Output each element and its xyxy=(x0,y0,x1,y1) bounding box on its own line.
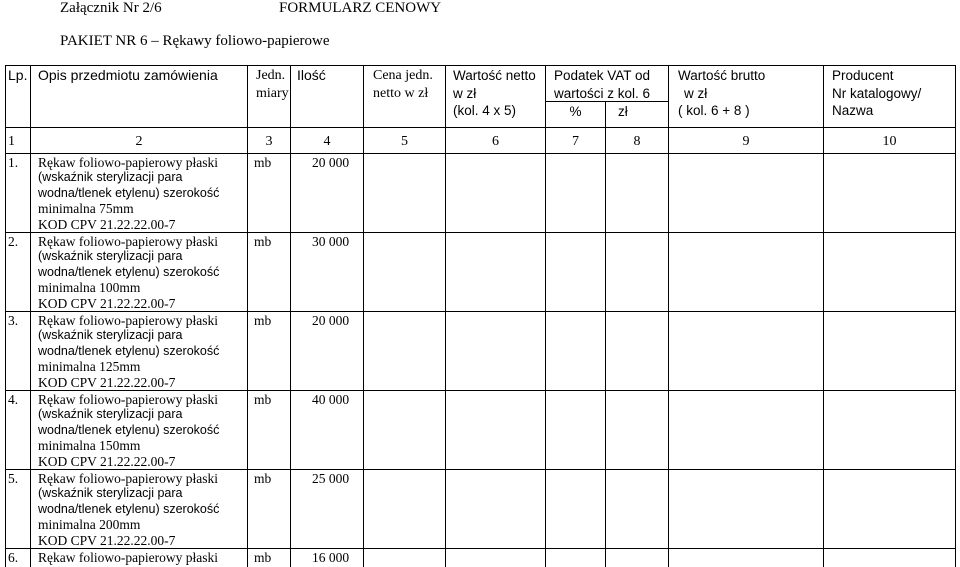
quantity-cell xyxy=(291,154,364,233)
description-line: (wskaźnik sterylizacji para xyxy=(38,170,183,185)
description-line: (wskaźnik sterylizacji para xyxy=(38,328,183,343)
description-line: KOD CPV 21.22.22.00-7 xyxy=(38,374,176,390)
header-net-value-label: w zł xyxy=(453,85,477,101)
description-line: minimalna 100mm xyxy=(38,280,141,296)
row-number-cell xyxy=(6,549,31,567)
column-number: 8 xyxy=(633,134,641,149)
vat-amount-cell xyxy=(606,312,669,391)
header-producer-label: Nazwa xyxy=(832,103,874,118)
header-cell-unit xyxy=(248,66,291,128)
gross-value-cell xyxy=(669,233,824,312)
column-number-cell xyxy=(446,128,546,154)
unit-price-cell xyxy=(364,549,446,567)
header-gross-value-label: Wartość brutto xyxy=(678,68,766,83)
table-header xyxy=(6,66,956,128)
unit-price-cell xyxy=(364,391,446,470)
description-line: minimalna 75mm xyxy=(38,201,134,217)
description-line: (wskaźnik sterylizacji para xyxy=(38,407,183,422)
quantity-cell xyxy=(291,233,364,312)
package-title: PAKIET NR 6 – Rękawy foliowo-papierowe xyxy=(60,33,330,49)
net-value-cell xyxy=(446,470,546,549)
header-cell-unit-price xyxy=(364,66,446,128)
description-line: KOD CPV 21.22.22.00-7 xyxy=(38,216,176,232)
column-number: 1 xyxy=(8,134,15,149)
column-number: 2 xyxy=(135,134,143,149)
unit-cell xyxy=(248,391,291,470)
description-line: Rękaw foliowo-papierowy płaski xyxy=(38,155,218,170)
column-number: 7 xyxy=(572,134,579,149)
header-lp-label: Lp. xyxy=(8,67,28,83)
attachment-label: Załącznik Nr 2/6 xyxy=(60,0,162,16)
description-line: wodna/tlenek etylenu) szerokość xyxy=(38,343,220,358)
column-number-row xyxy=(6,128,956,154)
column-number-cell xyxy=(669,128,824,154)
unit-cell xyxy=(248,470,291,549)
table-row xyxy=(6,470,956,549)
gross-value-cell xyxy=(669,549,824,567)
description-cell xyxy=(31,391,248,470)
vat-percent-cell xyxy=(546,470,606,549)
vat-percent-cell xyxy=(546,312,606,391)
quantity-cell xyxy=(291,391,364,470)
header-unit-price-label: netto w zł xyxy=(373,85,429,101)
gross-value-cell xyxy=(669,154,824,233)
vat-percent-cell xyxy=(546,233,606,312)
form-title: FORMULARZ CENOWY xyxy=(279,0,442,16)
producer-cell xyxy=(824,154,956,233)
header-vat-label: Podatek VAT od xyxy=(554,68,651,83)
producer-cell xyxy=(824,470,956,549)
net-value-cell xyxy=(446,233,546,312)
row-number: 2. xyxy=(8,234,19,249)
column-number-cell xyxy=(824,128,956,154)
quantity-value: 30 000 xyxy=(312,234,350,249)
net-value-cell xyxy=(446,312,546,391)
net-value-cell xyxy=(446,154,546,233)
row-number-cell xyxy=(6,391,31,470)
description-line: wodna/tlenek etylenu) szerokość xyxy=(38,185,220,200)
description-line: wodna/tlenek etylenu) szerokość xyxy=(38,422,220,437)
header-gross-value-label: w zł xyxy=(684,85,708,101)
row-number-cell xyxy=(6,312,31,391)
header-cell-description xyxy=(31,66,248,128)
description-line: Rękaw foliowo-papierowy płaski xyxy=(38,392,218,407)
header-cell-net-value xyxy=(446,66,546,128)
header-unit-label: miary xyxy=(256,85,289,101)
vat-amount-cell xyxy=(606,549,669,567)
producer-cell xyxy=(824,549,956,567)
unit-value: mb xyxy=(254,392,272,407)
quantity-value: 40 000 xyxy=(312,392,350,407)
description-line: (wskaźnik sterylizacji para xyxy=(38,249,183,264)
net-value-cell xyxy=(446,391,546,470)
header-producer-label: Nr katalogowy/ xyxy=(832,85,922,101)
column-number: 3 xyxy=(265,134,273,149)
header-net-value-label: (kol. 4 x 5) xyxy=(453,103,517,118)
description-cell xyxy=(31,312,248,391)
row-number: 6. xyxy=(8,550,19,565)
column-number-cell xyxy=(31,128,248,154)
unit-value: mb xyxy=(254,550,272,565)
header-unit-label: Jedn. xyxy=(256,68,286,83)
table-row xyxy=(6,233,956,312)
description-line: Rękaw foliowo-papierowy płaski xyxy=(38,313,218,328)
quantity-value: 25 000 xyxy=(312,471,350,486)
quantity-cell xyxy=(291,549,364,567)
gross-value-cell xyxy=(669,470,824,549)
quantity-value: 16 000 xyxy=(312,550,350,565)
row-number-cell xyxy=(6,470,31,549)
column-number: 5 xyxy=(401,134,408,149)
vat-amount-cell xyxy=(606,233,669,312)
unit-price-cell xyxy=(364,154,446,233)
unit-value: mb xyxy=(254,155,272,170)
vat-amount-cell xyxy=(606,391,669,470)
vat-amount-cell xyxy=(606,470,669,549)
description-line: Rękaw foliowo-papierowy płaski xyxy=(38,471,218,486)
row-number: 5. xyxy=(8,471,19,486)
description-line: minimalna 150mm xyxy=(38,438,141,454)
column-number: 6 xyxy=(492,134,499,149)
vat-percent-cell xyxy=(546,154,606,233)
column-number-cell xyxy=(364,128,446,154)
description-line: Rękaw foliowo-papierowy płaski xyxy=(38,550,218,565)
unit-cell xyxy=(248,154,291,233)
column-number-cell xyxy=(606,128,669,154)
header-vat-label: wartości z kol. 6 xyxy=(554,85,651,101)
header-cell-lp xyxy=(6,66,31,128)
row-number: 4. xyxy=(8,392,19,407)
table-row xyxy=(6,312,956,391)
header-cell-quantity xyxy=(291,66,364,128)
column-number: 4 xyxy=(323,134,331,149)
header-cell-vat xyxy=(546,66,669,102)
header-description-label: Opis przedmiotu zamówienia xyxy=(38,67,218,83)
column-number-cell xyxy=(248,128,291,154)
column-number: 9 xyxy=(742,134,750,149)
header-cell-vat-amount xyxy=(606,102,669,128)
producer-cell xyxy=(824,391,956,470)
unit-value: mb xyxy=(254,313,272,328)
row-number: 1. xyxy=(8,155,19,170)
vat-amount-cell xyxy=(606,154,669,233)
description-line: KOD CPV 21.22.22.00-7 xyxy=(38,295,176,311)
row-number: 3. xyxy=(8,313,19,328)
column-number-cell xyxy=(546,128,606,154)
header-unit-price-label: Cena jedn. xyxy=(373,68,433,83)
description-line: minimalna 125mm xyxy=(38,359,141,375)
description-cell xyxy=(31,233,248,312)
description-line: wodna/tlenek etylenu) szerokość xyxy=(38,264,220,279)
header-net-value-label: Wartość netto xyxy=(453,68,536,83)
header-vat-percent-label: % xyxy=(569,104,582,119)
quantity-value: 20 000 xyxy=(312,313,350,328)
table-row xyxy=(6,154,956,233)
header-vat-amount-label: zł xyxy=(618,104,628,119)
description-line: (wskaźnik sterylizacji para xyxy=(38,486,183,501)
unit-value: mb xyxy=(254,471,272,486)
row-number-cell xyxy=(6,233,31,312)
header-cell-gross-value xyxy=(669,66,824,128)
quantity-value: 20 000 xyxy=(312,155,350,170)
header-producer-label: Producent xyxy=(832,68,894,83)
table-row xyxy=(6,549,956,567)
unit-price-cell xyxy=(364,312,446,391)
gross-value-cell xyxy=(669,391,824,470)
unit-price-cell xyxy=(364,233,446,312)
row-number-cell xyxy=(6,154,31,233)
quantity-cell xyxy=(291,312,364,391)
description-line: minimalna 200mm xyxy=(38,517,141,533)
description-line: wodna/tlenek etylenu) szerokość xyxy=(38,501,220,516)
description-cell xyxy=(31,154,248,233)
unit-cell xyxy=(248,233,291,312)
producer-cell xyxy=(824,312,956,391)
header-quantity-label: Ilość xyxy=(297,67,326,83)
unit-cell xyxy=(248,312,291,391)
description-cell xyxy=(31,549,248,567)
quantity-cell xyxy=(291,470,364,549)
header-cell-producer xyxy=(824,66,956,128)
column-number: 10 xyxy=(882,134,897,149)
header-cell-vat-percent xyxy=(546,102,606,128)
column-number-cell xyxy=(6,128,31,154)
gross-value-cell xyxy=(669,312,824,391)
description-line: KOD CPV 21.22.22.00-7 xyxy=(38,532,176,548)
description-line: Rękaw foliowo-papierowy płaski xyxy=(38,234,218,249)
producer-cell xyxy=(824,233,956,312)
vat-percent-cell xyxy=(546,391,606,470)
description-line: KOD CPV 21.22.22.00-7 xyxy=(38,453,176,469)
description-cell xyxy=(31,470,248,549)
header-gross-value-label: ( kol. 6 + 8 ) xyxy=(678,103,750,118)
column-number-cell xyxy=(291,128,364,154)
net-value-cell xyxy=(446,549,546,567)
vat-percent-cell xyxy=(546,549,606,567)
table-row xyxy=(6,391,956,470)
unit-price-cell xyxy=(364,470,446,549)
unit-cell xyxy=(248,549,291,567)
unit-value: mb xyxy=(254,234,272,249)
price-table xyxy=(5,65,956,567)
